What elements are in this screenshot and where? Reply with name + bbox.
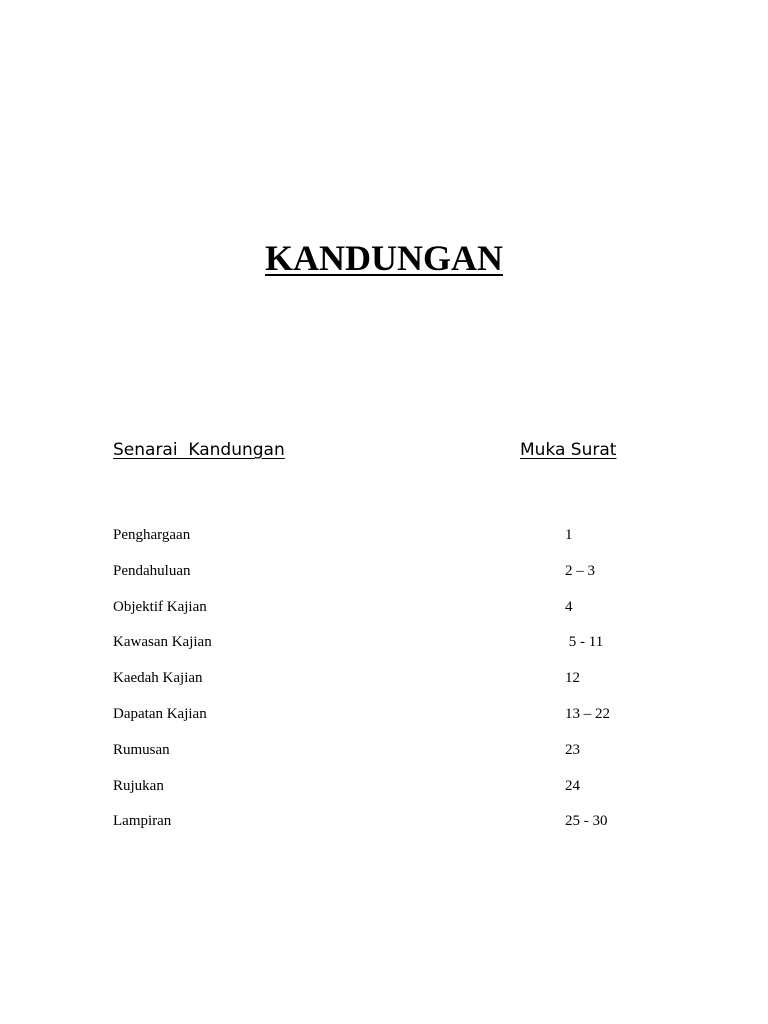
toc-entry <box>0 667 768 703</box>
toc-entry-label: Dapatan Kajian <box>113 705 207 722</box>
toc-entry-label: Kawasan Kajian <box>113 634 212 651</box>
page-title <box>0 236 768 280</box>
toc-entry-page: 12 <box>565 670 580 687</box>
contents-column-header: Senarai Kandungan <box>113 440 285 460</box>
toc-entry-label: Objektif Kajian <box>113 598 207 615</box>
toc-entry <box>0 703 768 739</box>
toc-entry-page: 23 <box>565 741 580 758</box>
toc-entry <box>0 739 768 775</box>
toc-entry-label: Penghargaan <box>113 527 191 543</box>
toc-entry-page: 1 <box>565 527 573 543</box>
toc-entry-page: 13 – 22 <box>565 705 610 722</box>
toc-entry <box>0 524 768 560</box>
toc-entry <box>0 596 768 632</box>
toc-entry-label: Rumusan <box>113 741 170 758</box>
page-title-text: KANDUNGAN <box>265 238 503 278</box>
toc-entry <box>0 775 768 811</box>
toc-entry-page: 25 - 30 <box>565 813 608 830</box>
toc-entry-label: Kaedah Kajian <box>113 670 203 687</box>
toc-entry-label: Lampiran <box>113 813 172 830</box>
page-number-column-header: Muka Surat <box>520 440 617 460</box>
toc-entry-page: 4 <box>565 598 573 615</box>
table-of-contents <box>0 524 768 846</box>
toc-entry-page: 5 - 11 <box>565 634 604 651</box>
toc-entry-label: Pendahuluan <box>113 562 191 579</box>
toc-entry-label: Rujukan <box>113 777 164 794</box>
toc-entry <box>0 560 768 596</box>
toc-entry <box>0 810 768 846</box>
toc-entry-page: 2 – 3 <box>565 562 595 579</box>
toc-entry-page: 24 <box>565 777 580 794</box>
toc-entry <box>0 631 768 667</box>
